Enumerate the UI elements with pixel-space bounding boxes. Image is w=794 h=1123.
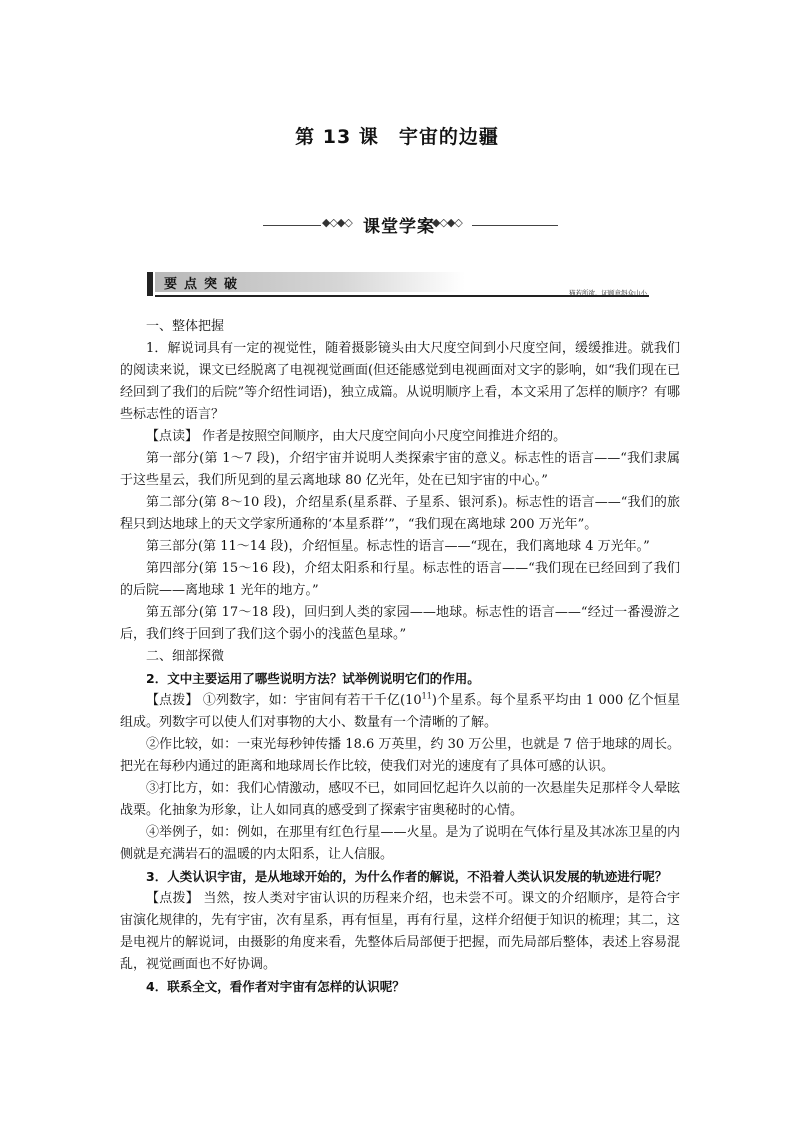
- section-heading: [0, 212, 794, 238]
- part-3: 第三部分(第 11～14 段)，介绍恒星。标志性的语言——“现在，我们离地球 4 万光年。”: [146, 539, 650, 554]
- lesson-title: 第 13 课 宇宙的边疆: [295, 126, 499, 148]
- answer-3-tag: 【点拨】: [146, 891, 199, 906]
- section-label: 课堂学案: [363, 217, 435, 237]
- part-1: 第一部分(第 1～7 段)，介绍宇宙并说明人类探索宇宙的意义。标志性的语言——“我们隶属于这些星云，我们所见到的星云离地球 80 亿光年，处在已知宇宙的中心。”: [120, 451, 680, 488]
- answer-2-comparison: ②作比较，如：一束光每秒钟传播 18.6 万英里，约 30 万公里，也就是 7 倍于地球的周长。把光在每秒内通过的距离和地球周长作比较，使我们对光的速度有了具体可感的认识。: [120, 737, 680, 774]
- answer-1-text: 作者是按照空间顺序，由大尺度空间向小尺度空间推进介绍的。: [202, 429, 567, 444]
- answer-3-text: 当然，按人类对宇宙认识的历程来介绍，也未尝不可。课文的介绍顺序，是符合宇宙演化规律的，先有宇宙，次有星系，再有恒星，再有行星，这样介绍便于知识的梳理；其二，这是电视片的解说词，由摄影的角度来看，先整体后局部便于把握，而先局部后整体，表述上容易混乱，视觉画面也不好协调。: [120, 891, 680, 972]
- banner-bar: [147, 272, 153, 296]
- part-2: 第二部分(第 8～10 段)，介绍星系(星系群、子星系、银河系)。标志性的语言——“我们的旅程只到达地球上的天文学家所通称的‘本星系群’”，“我们现在离地球 200 万光年”。: [120, 495, 680, 532]
- answer-1: [120, 426, 680, 448]
- ornament-right-icon: ◆◇◆◇: [432, 216, 462, 229]
- divider-right: [472, 225, 558, 226]
- answer-2: [120, 690, 680, 734]
- divider-left: [263, 225, 321, 226]
- banner-slogan: 猫若所欲，证顾意斜众山小: [569, 289, 647, 297]
- question-4: 4．联系全文，看作者对宇宙有怎样的认识呢？: [146, 979, 405, 994]
- main-content: [120, 316, 680, 998]
- answer-2-metaphor: ③打比方，如：我们心情激动，感叹不已，如同回忆起许久以前的一次悬崖失足那样令人晕眩战栗。化抽象为形象，让人如同真的感受到了探索宇宙奥秘时的心情。: [120, 781, 680, 818]
- part-4: 第四部分(第 15～16 段)，介绍太阳系和行星。标志性的语言——“我们现在已经回到了我们的后院——离地球 1 光年的地方。”: [120, 561, 680, 598]
- question-1: 1．解说词具有一定的视觉性，随着摄影镜头由大尺度空间到小尺度空间，缓缓推进。就我们的阅读来说，课文已经脱离了电视视觉画面(但还能感觉到电视画面对文字的影响，如“我们现在已经回到了我们的后院”等介绍性词语)，独立成篇。从说明顺序上看，本文采用了怎样的顺序？有哪些标志性的语言？: [120, 341, 680, 422]
- question-3: 3．人类认识宇宙，是从地球开始的，为什么作者的解说，不沿着人类认识发展的轨迹进行呢？: [146, 869, 668, 884]
- key-points-banner: [147, 270, 649, 298]
- answer-1-tag: 【点读】: [146, 429, 199, 444]
- heading-detail: 二、细部探微: [146, 649, 225, 664]
- heading-overall: 一、整体把握: [146, 319, 225, 334]
- answer-2-pre: ①列数字，如：宇宙间有若干千亿(10: [202, 693, 422, 708]
- part-5: 第五部分(第 17～18 段)，回归到人类的家园——地球。标志性的语言——“经过一番漫游之后，我们终于回到了我们这个弱小的浅蓝色星球。”: [120, 605, 680, 642]
- answer-2-tag: 【点拨】: [146, 693, 199, 708]
- question-2: 2．文中主要运用了哪些说明方法？试举例说明它们的作用。: [146, 671, 480, 686]
- answer-2-post: )个星系。每个星系平均由 1 000 亿个恒星组成。列数字可以使人们对事物的大小、数量有一个清晰的了解。: [120, 693, 680, 730]
- answer-2-example: ④举例子，如：例如，在那里有红色行星——火星。是为了说明在气体行星及其冰冻卫星的内侧就是充满岩石的温暖的内太阳系，让人信服。: [120, 825, 680, 862]
- banner-label: 要点突破: [164, 277, 245, 292]
- answer-2-sup: 11: [421, 691, 432, 701]
- answer-3: [120, 888, 680, 976]
- ornament-left-icon: ◆◇◆◇: [322, 216, 352, 229]
